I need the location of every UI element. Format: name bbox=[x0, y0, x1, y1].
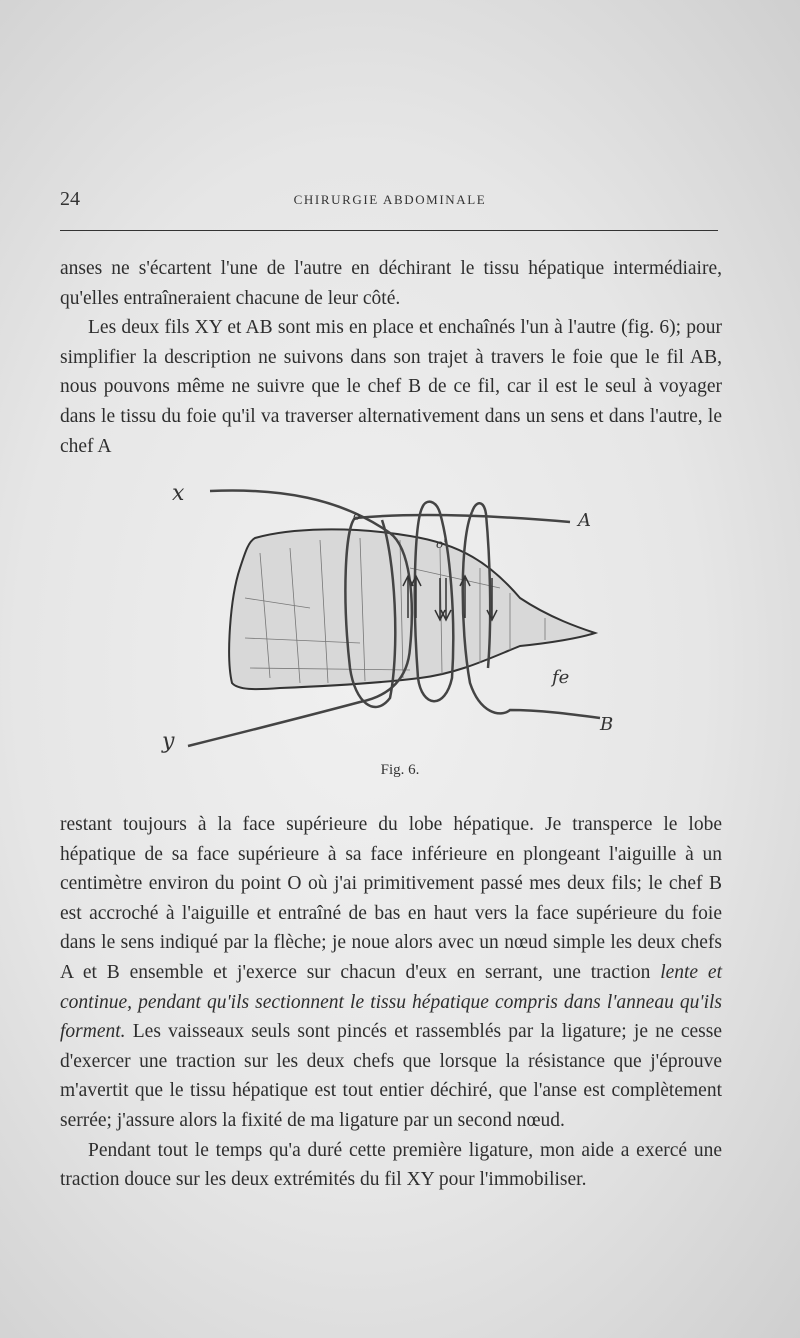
page-number: 24 bbox=[60, 188, 80, 210]
italic-emphasis: lente et continue, pendant qu'ils sectionnent le tissu hépatique compris dans l'anneau qu'ils forment. bbox=[60, 961, 723, 1043]
header-rule bbox=[60, 230, 718, 231]
liver-ligature-illustration bbox=[160, 478, 630, 758]
label-fe: fe bbox=[552, 667, 570, 688]
text-run: restant toujours à la face supérieure du lobe hépatique. Je transperce le lobe hépatique de sa face supérieure à sa face inférieure en plongeant l'aiguille à un centimètre environ du point O où j'ai primitivement passé mes deux fils; le chef B est accroché à l'aiguille et entraîné de bas en haut vers la face supérieure du foie dans le sens indiqué par la flèche; je noue alors avec un nœud simple les deux chefs A et B ensemble et j'exerce sur chacun d'eux en serrant, une traction bbox=[60, 814, 722, 983]
paragraph: anses ne s'écartent l'une de l'autre en déchirant le tissu hépatique intermédiaire, qu'elles entraîneraient chacune de leur côté. bbox=[60, 258, 722, 309]
paragraph-continued bbox=[60, 810, 722, 1136]
figure-caption: Fig. 6. bbox=[380, 762, 420, 778]
label-o: o bbox=[353, 509, 361, 523]
label-b: B bbox=[600, 714, 614, 735]
paragraph: Pendant tout le temps qu'a duré cette première ligature, mon aide a exercé une traction douce sur les deux extrémités du fil XY pour l'immobiliser. bbox=[60, 1139, 722, 1191]
page-header bbox=[60, 188, 720, 214]
thread-ab-top bbox=[355, 515, 570, 522]
label-y: y bbox=[162, 729, 175, 754]
text-block-top bbox=[60, 254, 722, 461]
paragraph: Les deux fils XY et AB sont mis en place et enchaînés l'un à l'autre (fig. 6); pour simplifier la description ne suivons dans son trajet à travers le foie que le fil AB, nous pouvons même ne suivre que le chef B de ce fil, car il est le seul à voyager dans le tissu du foie qu'il va traverser alternativement dans un sens et dans l'autre, le chef A bbox=[60, 317, 722, 457]
label-o-prime: o' bbox=[436, 537, 447, 551]
figure-liver-ligature bbox=[160, 478, 630, 758]
label-x: x bbox=[172, 481, 185, 506]
label-a: A bbox=[578, 510, 591, 531]
running-title: CHIRURGIE ABDOMINALE bbox=[293, 192, 487, 207]
text-run: Les vaisseaux seuls sont pincés et rassemblés par la ligature; je ne cesse d'exercer une traction sur les deux chefs que lorsque la résistance que j'éprouve m'avertit que le tissu hépatique est tout entier déchiré, que l'anse est complètement serrée; j'assure alors la fixité de ma ligature par un second nœud. bbox=[60, 1021, 722, 1131]
text-block-bottom bbox=[60, 810, 722, 1195]
